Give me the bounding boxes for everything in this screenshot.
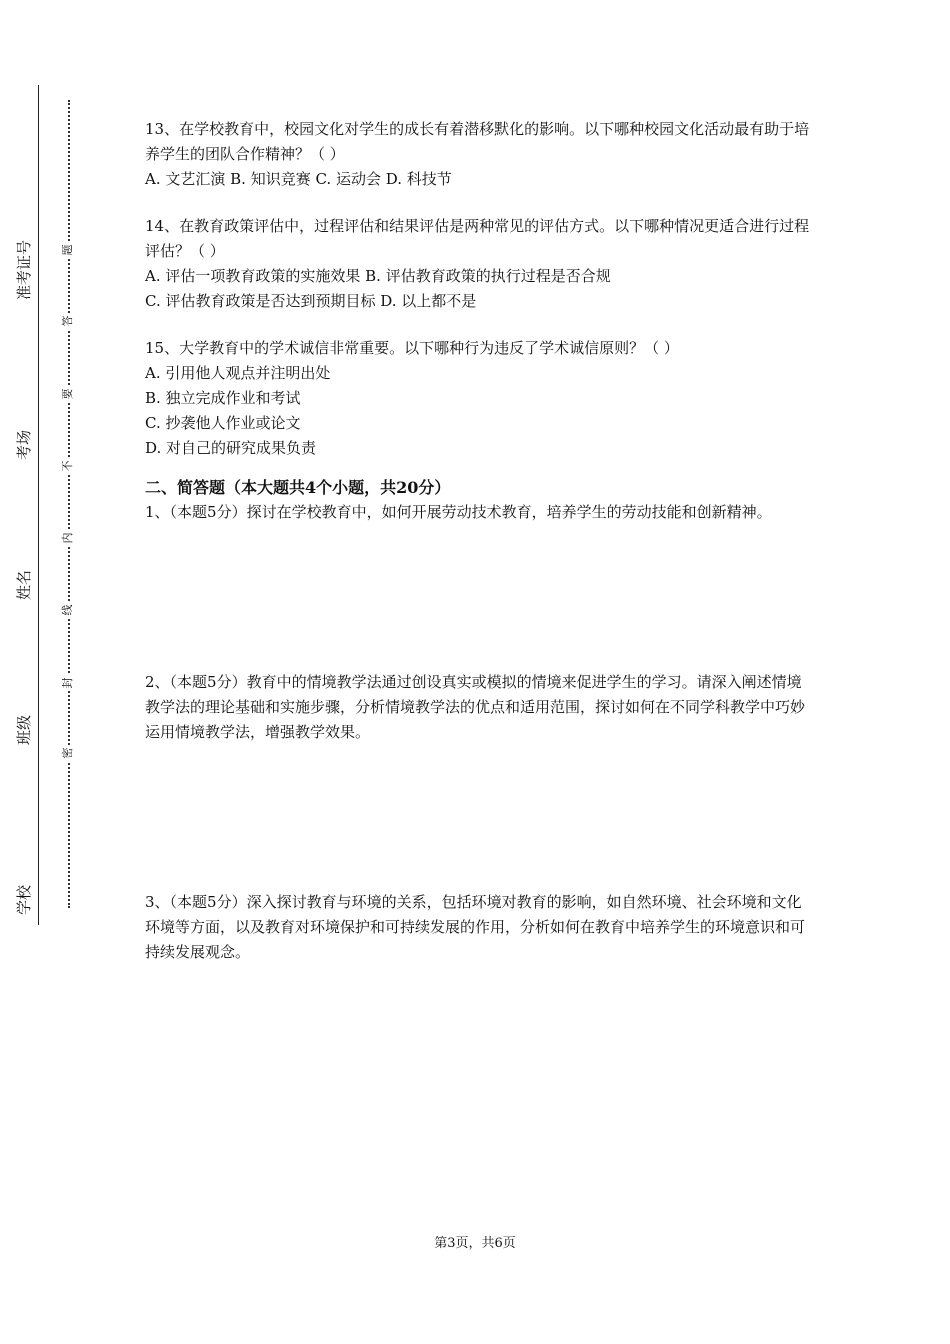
question-stem: 13、在学校教育中，校园文化对学生的成长有着潜移默化的影响。以下哪种校园文化活动最有助于培养学生的团队合作精神？（ ） (145, 120, 810, 163)
option-b: B. 独立完成作业和考试 (145, 389, 301, 407)
page-number: 第3页，共6页 (434, 1236, 516, 1251)
question-stem: 15、大学教育中的学术诚信非常重要。以下哪种行为违反了学术诚信原则？（ ） (145, 339, 679, 357)
question-options: A. 评估一项教育政策的实施效果 B. 评估教育政策的执行过程是否合规 (145, 267, 611, 285)
question-15 (145, 336, 815, 461)
seal-char: 封 (60, 675, 76, 691)
seal-char: 答 (60, 313, 76, 329)
answer-space (145, 525, 815, 670)
answer-space (145, 745, 815, 890)
question-options: A. 文艺汇演 B. 知识竞赛 C. 运动会 D. 科技节 (145, 170, 452, 188)
seal-char: 要 (60, 386, 76, 402)
question-13 (145, 117, 815, 192)
seal-char: 密 (60, 745, 76, 761)
question-options: C. 评估教育政策是否达到预期目标 D. 以上都不是 (145, 292, 477, 310)
name-label: 姓名 (14, 540, 34, 600)
class-label: 班级 (14, 685, 34, 745)
option-c: C. 抄袭他人作业或论文 (145, 414, 301, 432)
seal-char: 不 (60, 458, 76, 474)
option-d: D. 对自己的研究成果负责 (145, 439, 317, 457)
school-label: 学校 (14, 855, 34, 915)
seal-char: 题 (60, 242, 76, 258)
seal-char: 线 (60, 602, 76, 618)
binding-solid-line (38, 85, 39, 925)
section-title: 二、简答题（本大题共4个小题，共20分） (145, 478, 451, 497)
short-answer-1: 1、（本题5分）探讨在学校教育中，如何开展劳动技术教育，培养学生的劳动技能和创新精神。 (145, 503, 772, 521)
exam-room-label: 考场 (14, 400, 34, 460)
seal-char: 内 (60, 530, 76, 546)
question-stem: 14、在教育政策评估中，过程评估和结果评估是两种常见的评估方式。以下哪种情况更适合进行过程评估？（ ） (145, 217, 810, 260)
seal-dotted-line (68, 100, 70, 908)
short-answer-3: 3、（本题5分）深入探讨教育与环境的关系，包括环境对教育的影响，如自然环境、社会环境和文化环境等方面，以及教育对环境保护和可持续发展的作用，分析如何在教育中培养学生的环境意识和可持续发展观念。 (145, 893, 806, 961)
binding-margin (0, 0, 120, 1344)
admission-number-label: 准考证号 (15, 239, 33, 300)
short-answer-2: 2、（本题5分）教育中的情境教学法通过创设真实或模拟的情境来促进学生的学习。请深入阐述情境教学法的理论基础和实施步骤，分析情境教学法的优点和适用范围，探讨如何在不同学科教学中巧妙运用情境教学法，增强教学效果。 (145, 673, 806, 741)
option-a: A. 引用他人观点并注明出处 (145, 364, 331, 382)
question-14 (145, 214, 815, 314)
exam-content (145, 117, 815, 965)
